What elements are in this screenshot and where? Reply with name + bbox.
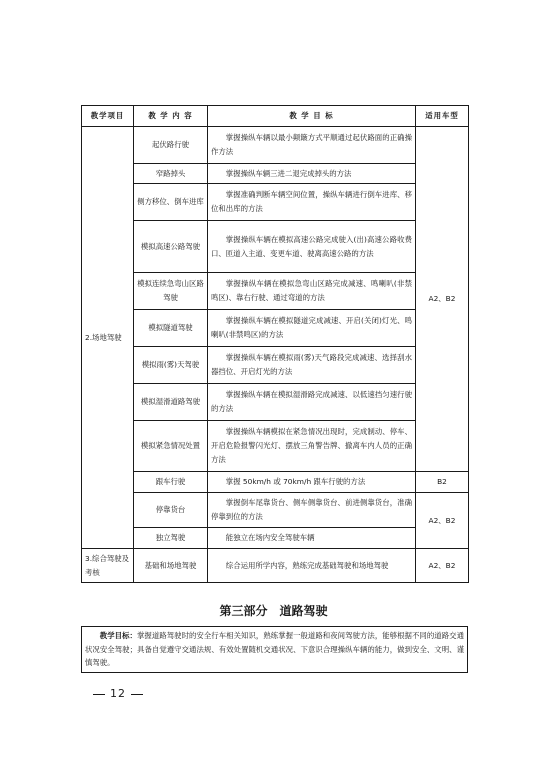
table-row — [82, 493, 469, 528]
goal-cell: 掌握操纵车辆以最小颠簸方式平顺通过起伏路面的正确操作方法 — [208, 127, 416, 164]
dash-left — [93, 694, 105, 695]
content-cell: 模拟紧急情况处置 — [134, 421, 208, 472]
content-cell: 模拟高速公路驾驶 — [134, 221, 208, 273]
table-row — [82, 310, 469, 347]
project-cell: 2.场地驾驶 — [82, 127, 134, 549]
table-row — [82, 164, 469, 184]
header-project: 教学项目 — [82, 106, 134, 127]
goal-text: 掌握道路驾驶时的安全行车相关知识，熟练掌握一般道路和夜间驾驶方法，能够根据不同的道路交通状况安全驾驶；具备自觉遵守交通法规、有效处置随机交通状况、下意识合理操纵车辆的能力，做到安全、文明、谨慎驾驶。 — [85, 631, 464, 668]
vehicle-cell: B2 — [416, 472, 469, 493]
content-cell: 起伏路行驶 — [134, 127, 208, 164]
content-cell: 窄路掉头 — [134, 164, 208, 184]
goal-cell: 掌握操纵车辆在模拟急弯山区路完成减速、鸣喇叭(非禁鸣区)、靠右行驶、通过弯道的方法 — [208, 273, 416, 310]
table-row — [82, 472, 469, 493]
header-goal: 教 学 目 标 — [208, 106, 416, 127]
content-cell: 模拟雨(雾)天驾驶 — [134, 347, 208, 384]
vehicle-cell: A2、B2 — [416, 549, 469, 583]
goal-cell: 掌握 50km/h 或 70km/h 跟车行驶的方法 — [208, 472, 416, 493]
dash-right — [131, 694, 143, 695]
table-row — [82, 127, 469, 164]
goal-cell: 综合运用所学内容，熟练完成基础驾驶和场地驾驶 — [208, 549, 416, 583]
table-row — [82, 549, 469, 583]
vehicle-cell: A2、B2 — [416, 127, 469, 472]
header-vehicle: 适用车型 — [416, 106, 469, 127]
goal-label: 教学目标： — [99, 631, 137, 640]
goal-cell: 掌握倒车尾靠货台、侧车侧靠货台、前进侧靠货台，准确停靠到位的方法 — [208, 493, 416, 528]
section-title: 第三部分 道路驾驶 — [219, 604, 328, 618]
page-number: 12 — [110, 687, 126, 700]
content-cell: 停靠货台 — [134, 493, 208, 528]
content-cell: 模拟连续急弯山区路驾驶 — [134, 273, 208, 310]
content-cell: 侧方移位、倒车进库 — [134, 184, 208, 221]
table-row — [82, 273, 469, 310]
table-row — [82, 528, 469, 549]
goal-cell: 掌握操纵车辆在模拟雨(雾)天气路段完成减速、选择刮水器挡位、开启灯光的方法 — [208, 347, 416, 384]
table-header-row — [82, 106, 469, 127]
table-row — [82, 347, 469, 384]
goal-cell: 掌握操纵车辆模拟在紧急情况出现时，完成制动、停车、开启危险报警闪光灯、摆放三角警告牌、撤离车内人员的正确方法 — [208, 421, 416, 472]
project-cell: 3.综合驾驶及考核 — [82, 549, 134, 583]
table-row — [82, 384, 469, 421]
content-cell: 跟车行驶 — [134, 472, 208, 493]
content-cell: 独立驾驶 — [134, 528, 208, 549]
page-number-line — [88, 687, 148, 700]
content-cell: 基础和场地驾驶 — [134, 549, 208, 583]
content-cell: 模拟隧道驾驶 — [134, 310, 208, 347]
teaching-table — [81, 105, 469, 583]
table-row — [82, 184, 469, 221]
goal-cell: 掌握操纵车辆在模拟隧道完成减速、开启(关闭)灯光、鸣喇叭(非禁鸣区)的方法 — [208, 310, 416, 347]
table-row — [82, 421, 469, 472]
goal-cell: 掌握操纵车辆三进二退完成掉头的方法 — [208, 164, 416, 184]
goal-cell: 掌握操纵车辆在模拟湿滑路完成减速、以低速挡匀速行驶的方法 — [208, 384, 416, 421]
table-row — [82, 221, 469, 273]
header-content: 教 学 内 容 — [134, 106, 208, 127]
goal-cell: 能独立在场内安全驾驶车辆 — [208, 528, 416, 549]
goal-cell: 掌握操纵车辆在模拟高速公路完成驶入(出)高速公路收费口、匝道入主道、变更车道、驶离高速公路的方法 — [208, 221, 416, 273]
content-cell: 模拟湿滑道路驾驶 — [134, 384, 208, 421]
goal-cell: 掌握准确判断车辆空间位置，操纵车辆进行倒车进库、移位和出库的方法 — [208, 184, 416, 221]
teaching-goal-block — [81, 626, 468, 673]
vehicle-cell: A2、B2 — [416, 493, 469, 549]
